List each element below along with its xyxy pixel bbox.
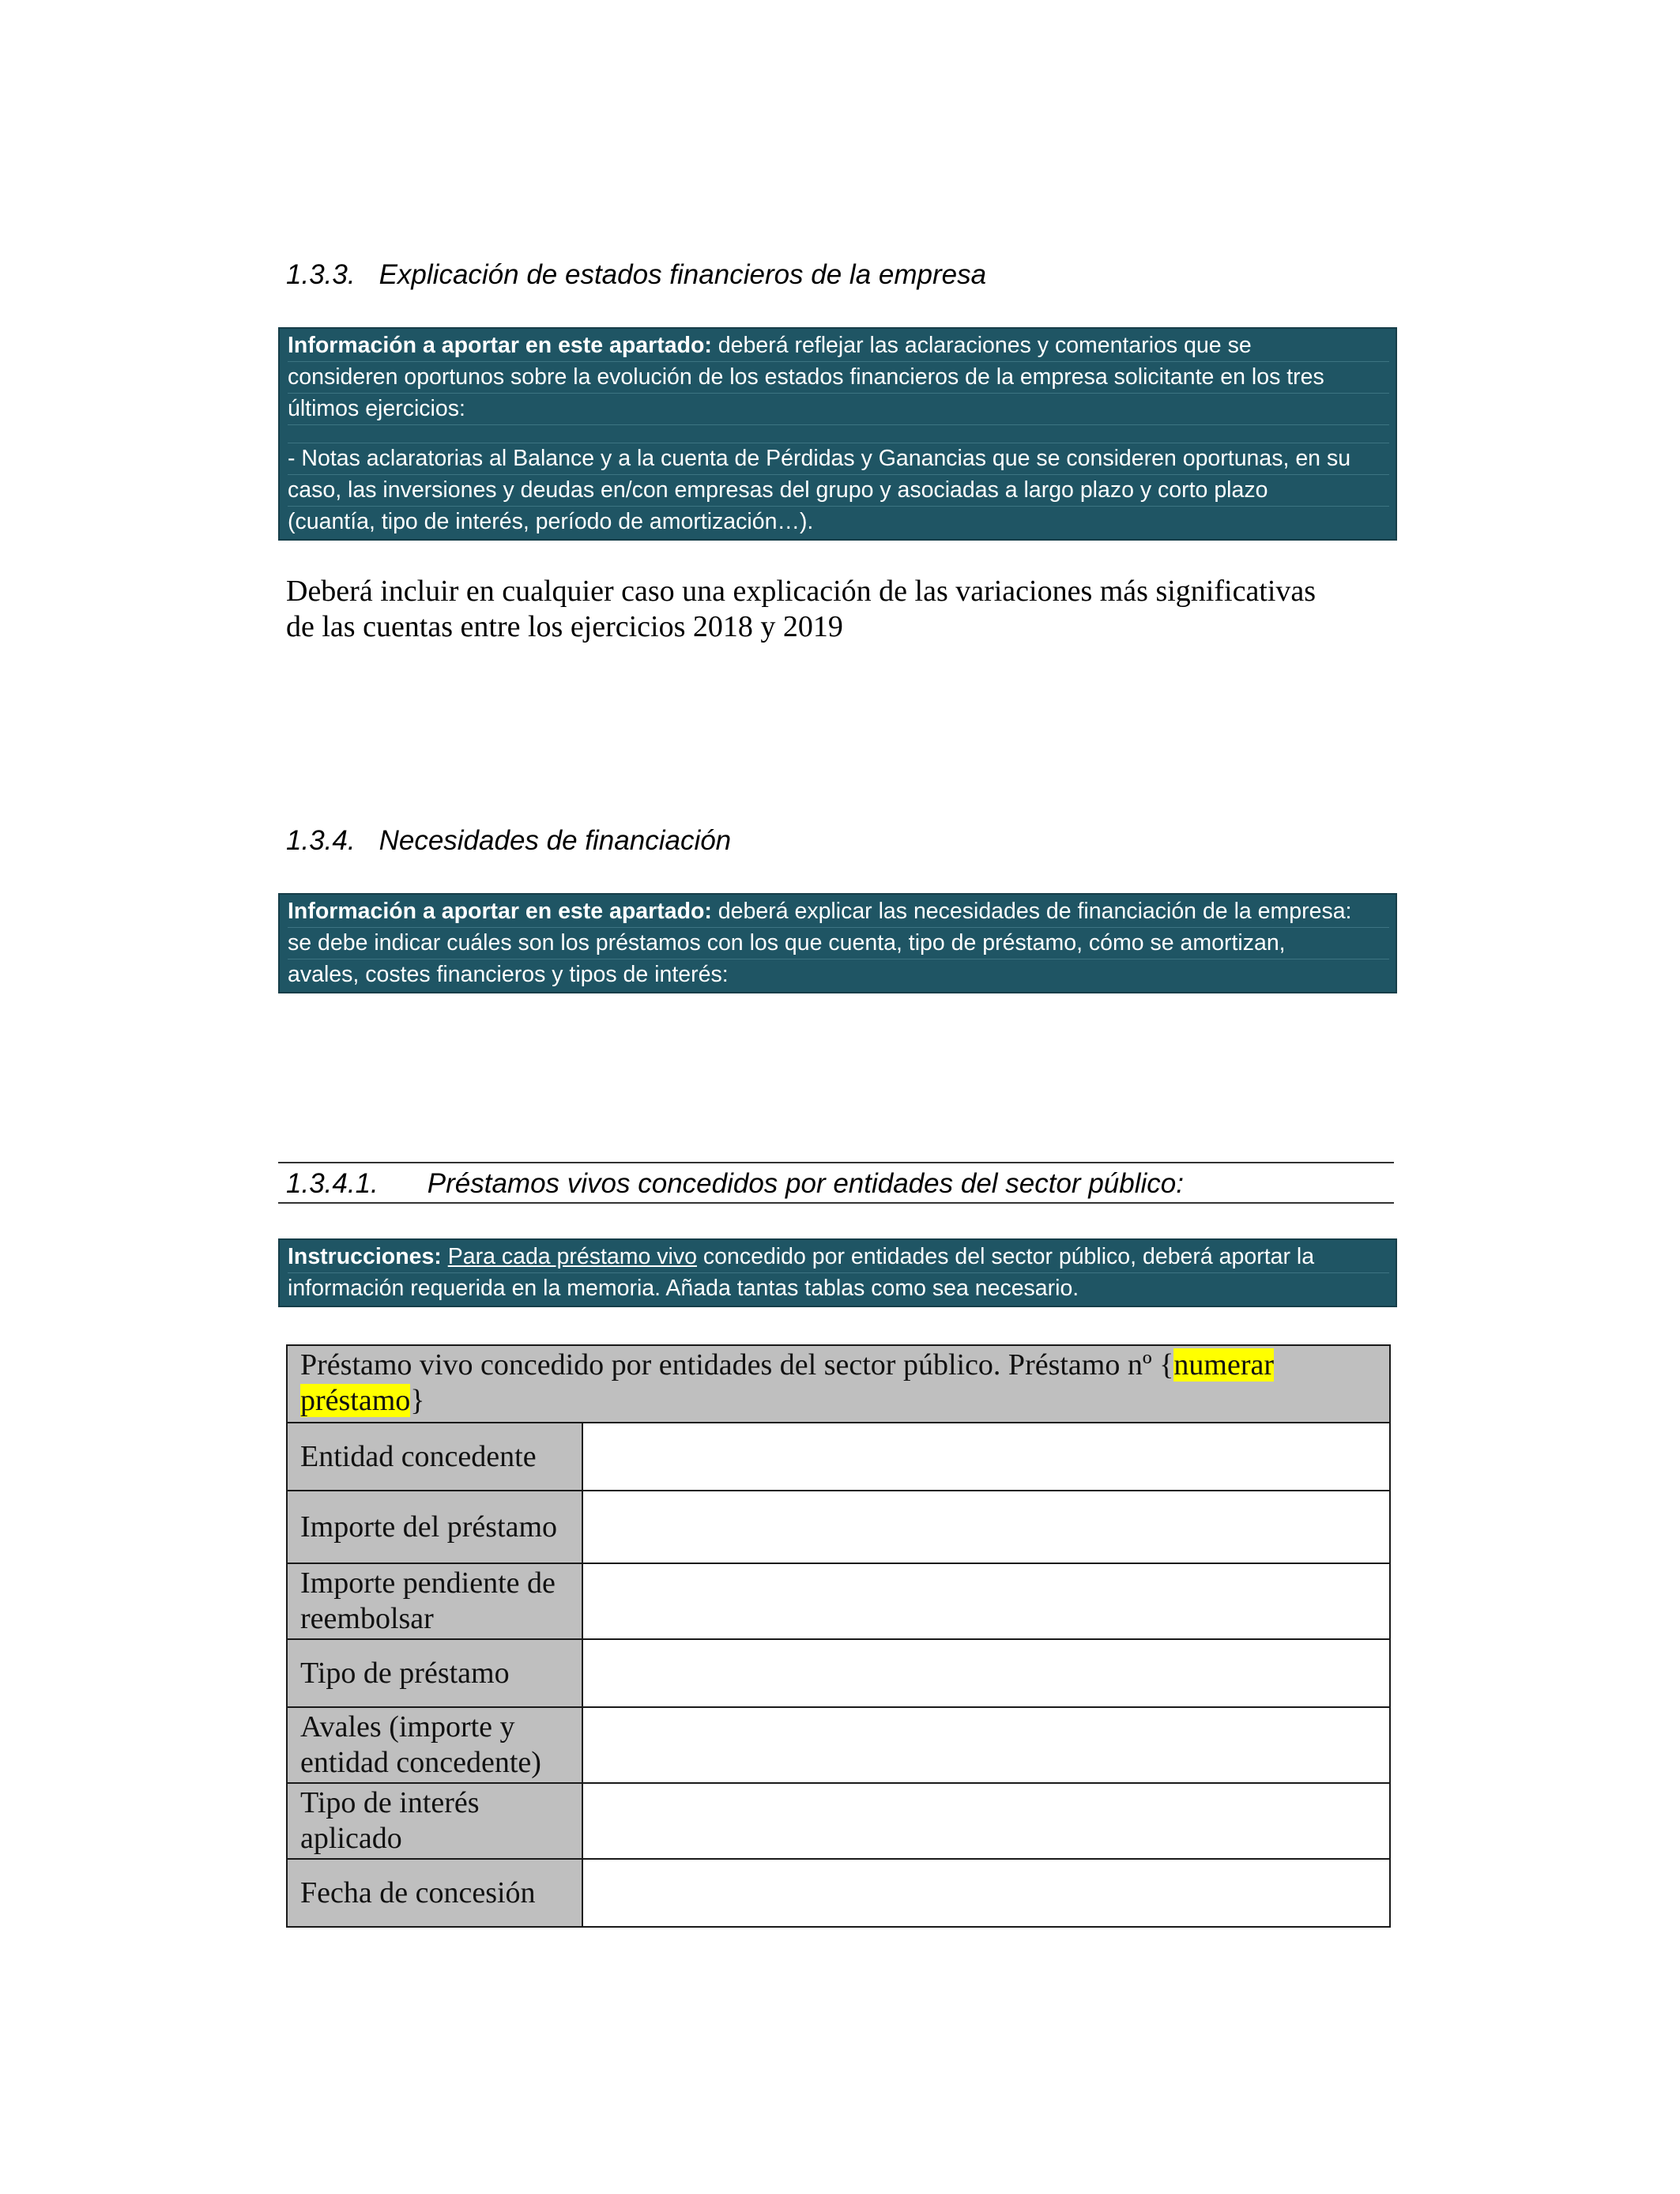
section-number: 1.3.3. — [286, 259, 356, 290]
row-label: Importe del préstamo — [287, 1491, 582, 1563]
instructions-underlined: Para cada préstamo vivo — [447, 1244, 697, 1269]
info-line — [288, 1242, 1389, 1273]
section-title: Necesidades de financiación — [379, 825, 732, 856]
row-value-field[interactable] — [582, 1491, 1390, 1563]
info-text: concedido por entidades del sector público, deberá aportar la — [696, 1244, 1315, 1269]
row-value-field[interactable] — [582, 1783, 1390, 1859]
info-line: últimos ejercicios: — [288, 394, 1389, 425]
instructions-box — [278, 1238, 1397, 1307]
row-label: Fecha de concesión — [287, 1859, 582, 1927]
header-close: } — [410, 1384, 425, 1417]
section-heading-1-3-4 — [286, 825, 731, 857]
info-line — [288, 896, 1389, 928]
info-line: (cuantía, tipo de interés, período de amortización…). — [288, 509, 814, 534]
table-row — [287, 1423, 1390, 1491]
row-label: Avales (importe y entidad concedente) — [287, 1707, 582, 1783]
section-heading-1-3-4-1 — [286, 1168, 1184, 1200]
section-title: Explicación de estados financieros de la empresa — [379, 259, 987, 290]
row-label: Importe pendiente de reembolsar — [287, 1563, 582, 1639]
row-value-field[interactable] — [582, 1707, 1390, 1783]
info-bold-label: Información a aportar en este apartado: — [288, 899, 712, 924]
info-text: deberá explicar las necesidades de financiación de la empresa: — [711, 899, 1352, 924]
info-gap — [288, 425, 1389, 443]
info-box-1-3-4 — [278, 893, 1397, 993]
row-value-field[interactable] — [582, 1563, 1390, 1639]
table-row — [287, 1563, 1390, 1639]
row-value-field[interactable] — [582, 1859, 1390, 1927]
row-label: Entidad concedente — [287, 1423, 582, 1491]
table-row — [287, 1639, 1390, 1707]
loan-table — [286, 1344, 1391, 1928]
table-row — [287, 1707, 1390, 1783]
section-number: 1.3.4. — [286, 825, 356, 856]
table-row — [287, 1491, 1390, 1563]
paragraph-line: de las cuentas entre los ejercicios 2018 y 2019 — [286, 610, 843, 643]
row-label: Tipo de préstamo — [287, 1639, 582, 1707]
paragraph-line: Deberá incluir en cualquier caso una explicación de las variaciones más significativas — [286, 575, 1317, 608]
info-line: - Notas aclaratorias al Balance y a la cuenta de Pérdidas y Ganancias que se consideren oportunas, en su — [288, 443, 1389, 475]
header-text: Préstamo vivo concedido por entidades del sector público. Préstamo nº { — [300, 1348, 1174, 1382]
info-box-1-3-3 — [278, 327, 1397, 541]
section-title: Préstamos vivos concedidos por entidades del sector público: — [427, 1168, 1184, 1199]
instructions-bold-label: Instrucciones: — [288, 1244, 442, 1269]
info-line: se debe indicar cuáles son los préstamos con los que cuenta, tipo de préstamo, cómo se amortizan, — [288, 928, 1389, 959]
table-header-row — [287, 1345, 1390, 1423]
table-header-cell — [287, 1345, 1390, 1423]
info-line — [288, 330, 1389, 362]
row-label: Tipo de interés aplicado — [287, 1783, 582, 1859]
body-paragraph — [286, 574, 1408, 645]
info-line: avales, costes financieros y tipos de interés: — [288, 962, 729, 987]
heading-bottom-rule — [278, 1202, 1394, 1204]
table-row — [287, 1859, 1390, 1927]
info-text: deberá reflejar las aclaraciones y comentarios que se — [711, 333, 1252, 358]
info-line: información requerida en la memoria. Añada tantas tablas como sea necesario. — [288, 1276, 1079, 1301]
row-value-field[interactable] — [582, 1639, 1390, 1707]
section-heading-1-3-3 — [286, 259, 986, 291]
info-line: caso, las inversiones y deudas en/con empresas del grupo y asociadas a largo plazo y corto plazo — [288, 475, 1389, 507]
heading-top-rule — [278, 1162, 1394, 1163]
table-row — [287, 1783, 1390, 1859]
row-value-field[interactable] — [582, 1423, 1390, 1491]
header-highlight[interactable]: numerar préstamo — [300, 1348, 1274, 1417]
info-line: consideren oportunos sobre la evolución de los estados financieros de la empresa solicitante en los tres — [288, 362, 1389, 394]
info-bold-label: Información a aportar en este apartado: — [288, 333, 712, 358]
section-number: 1.3.4.1. — [286, 1168, 379, 1199]
